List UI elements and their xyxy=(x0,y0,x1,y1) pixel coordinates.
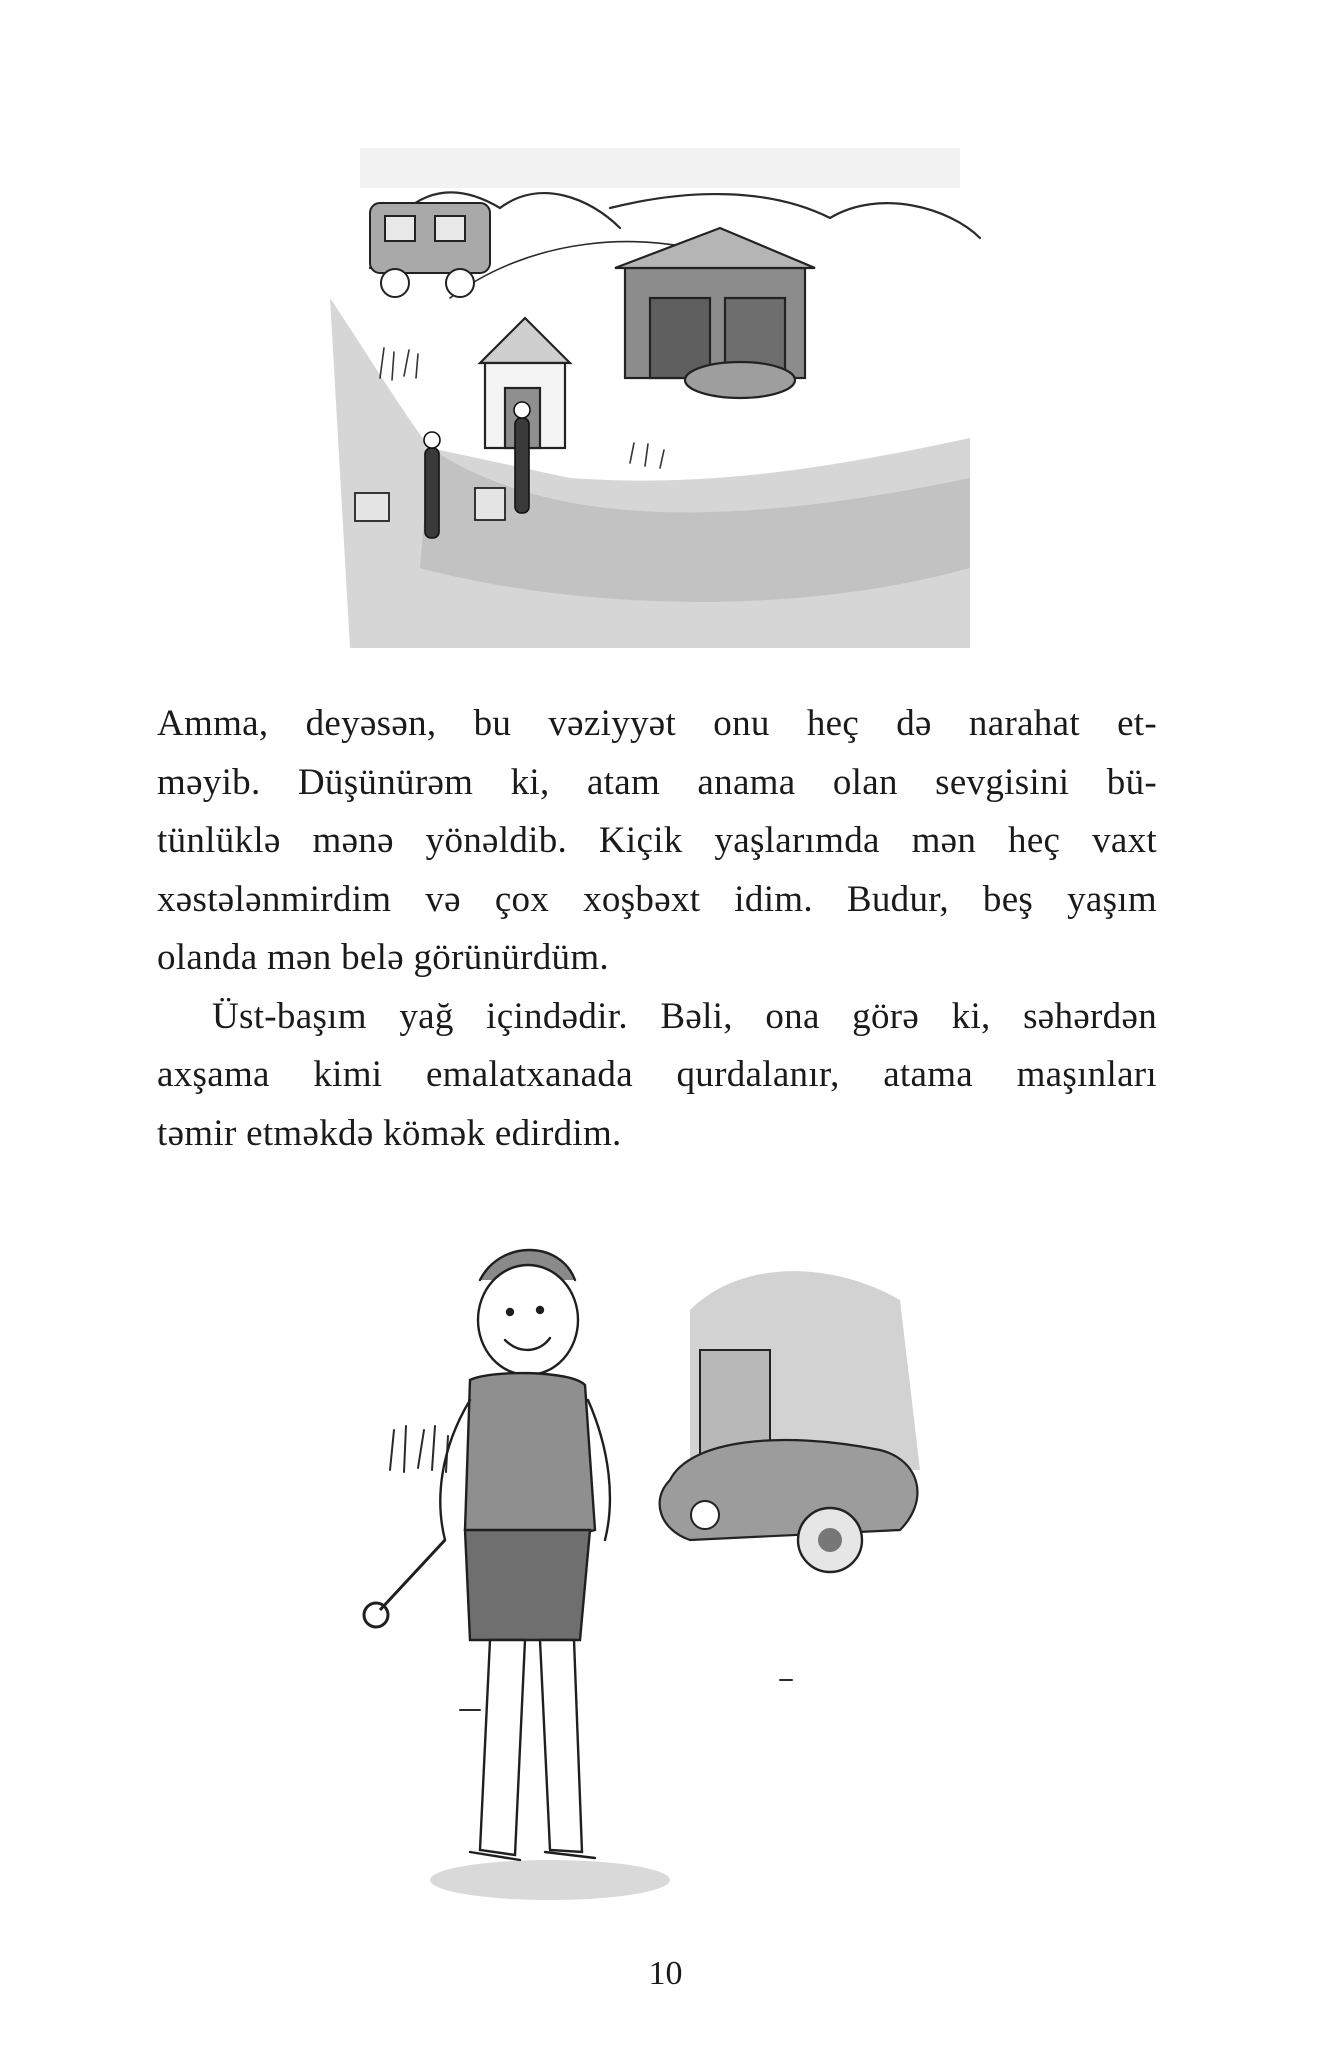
garage-icon xyxy=(615,228,815,398)
text-line: təmir etməkdə kömək edirdim. xyxy=(157,1112,622,1154)
caravan-icon xyxy=(370,203,490,297)
shadow-icon xyxy=(430,1860,670,1900)
body-text xyxy=(157,695,1157,1163)
text-line: Üst-başım yağ içindədir. Bəli, ona görə ki, səhərdən xyxy=(212,995,1157,1037)
boy-with-spanner-illustration xyxy=(360,1240,1020,1940)
text-line: Amma, deyəsən, bu vəziyyət onu heç də narahat et- xyxy=(157,703,1157,744)
text-line: axşama kimi emalatxanada qurdalanır, atama maşınları xyxy=(157,1054,1157,1095)
illustration-wash xyxy=(360,148,960,188)
boy-icon xyxy=(440,1250,610,1860)
spanner-icon xyxy=(364,1540,445,1627)
text-line: olanda mən belə görünürdüm. xyxy=(157,937,609,978)
text-line: tünlüklə mənə yönəldib. Kiçik yaşlarımda mən heç vaxt xyxy=(157,820,1157,861)
text-line: xəstələnmirdim və çox xoşbəxt idim. Budur, beş yaşım xyxy=(157,878,1157,920)
page-number: 10 xyxy=(648,1955,683,1992)
car-icon xyxy=(660,1271,920,1572)
text-line: məyib. Düşünürəm ki, atam anama olan sevgisini bü- xyxy=(157,761,1157,803)
filling-station-illustration xyxy=(310,148,1000,658)
